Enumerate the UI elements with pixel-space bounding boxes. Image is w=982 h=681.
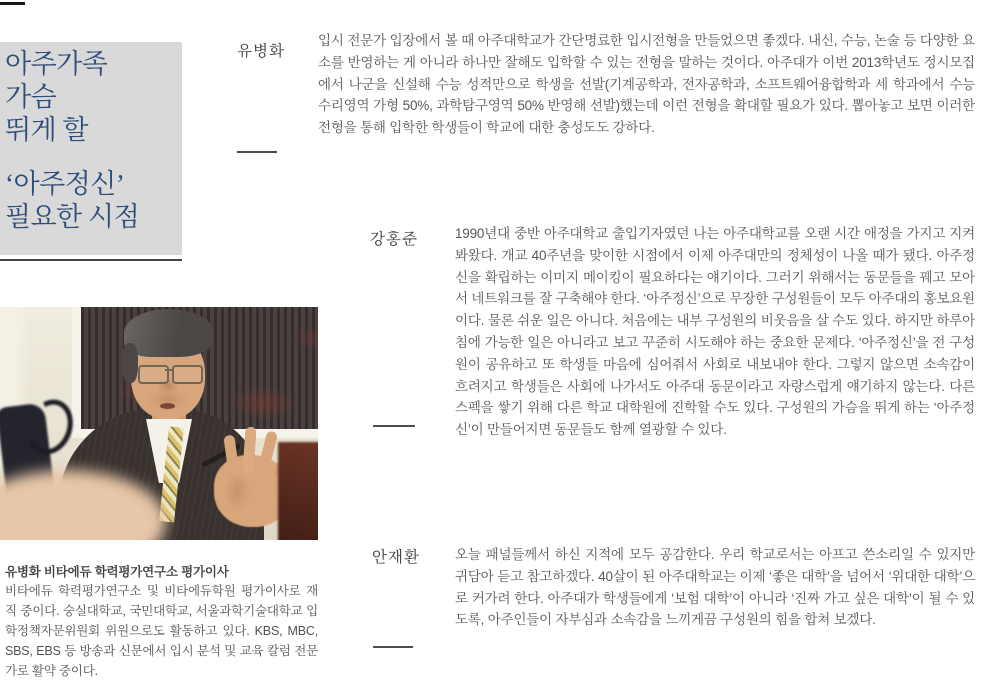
speaker-name: 안재환 [372, 549, 420, 566]
headline-line: 필요한 시점 [5, 202, 140, 232]
photo-glasses-left-lens [138, 365, 169, 384]
photo-man-mouth [160, 403, 175, 409]
headline-line: 아주가족 [5, 49, 108, 79]
photo-caption-body: 비타에듀 학력평가연구소 및 비타에듀학원 평가이사로 재직 중이다. 숭실대학교, 국민대학교, 서울과학기술대학교 입학정책자문위원회 위원으로도 활동하고 있다. KBS, MBC, SBS, EBS 등 방송과 신문에서 입시 분석 및 교육 칼럼 전문가로 활약 중이다. [5, 584, 318, 678]
photo-man-hair-side [122, 343, 138, 383]
interview-answer: 오늘 패널들께서 하신 지적에 모두 공감한다. 우리 학교로서는 아프고 쓴소리일 수 있지만 귀담아 듣고 참고하겠다. 40살이 된 아주대학교는 이제 ‘좋은 대학’을 넘어서 ‘위대한 대학’으로 커가려 한다. 아주대가 학생들에게 ‘보험 대학’이 아니라 ‘진짜 가고 싶은 대학’이 될 수 있도록, 아주인들이 자부심과 소속감을 느끼게끔 구성원의 힘을 합쳐 보겠다. [455, 547, 975, 628]
section-dash [373, 646, 413, 648]
speaker-name: 강홍준 [370, 231, 418, 248]
headline-line: 뛰게 할 [5, 115, 88, 145]
photo-wood-corner [278, 442, 318, 540]
photo-glasses-right-lens [172, 365, 203, 384]
section-dash [237, 151, 277, 153]
headline-line: 가슴 [5, 82, 57, 112]
interview-answer: 1990년대 중반 아주대학교 출입기자였던 나는 아주대학교를 오랜 시간 애정을 가지고 지켜봐왔다. 개교 40주년을 맞이한 시점에서 이제 아주대만의 정체성이 나올 때가 됐다. 아주정신을 확립하는 이미지 메이킹이 필요하다는 얘기이다. 그러기 위해서는 동문들을 꿰고 모아서 네트워크를 잘 구축해야 한다. ‘아주정신’으로 무장한 구성원들이 모두 아주대의 홍보요원이다. 물론 쉬운 일은 아니다. 처음에는 내부 구성원의 비웃음을 살 수도 있다. 하지만 하루아침에 가능한 일은 아니라고 보고 꾸준히 시도해야 하는 중요한 문제다. ‘아주정신’을 전 구성원이 공유하고 또 학생들 마음에 심어줘서 사회로 내보내야 한다. 그렇지 않으면 소속감이 흐려지고 학생들은 사회에 나가서도 아주대 동문이라고 자랑스럽게 얘기하지 않는다. 다른 스펙을 쌓기 위해 다른 학교 대학원에 진학할 수도 있다. 구성원의 가슴을 뛰게 하는 ‘아주정신’이 만들어지면 동문들도 함께 열광할 수 있다. [455, 226, 975, 438]
photo-glasses-bridge [165, 369, 173, 371]
interview-answer: 입시 전문가 입장에서 볼 때 아주대학교가 간단명료한 입시전형을 만들었으면 좋겠다. 내신, 수능, 논술 등 다양한 요소를 반영하는 게 아니라 하나만 잘해도 입학할 수 있는 전형을 말하는 것이다. 아주대가 이번 2013학년도 정시모집에서 나군을 신설해 수능 성적만으로 학생을 선발(기계공학과, 전자공학과, 소프트웨어융합학과 세 학과에서 수능 수리영역 가형 50%, 과학탐구영역 50% 반영해 선발)했는데 이런 전형을 확대할 필요가 있다. 뽑아놓고 보면 이러한 전형을 통해 입학한 학생들이 학교에 대한 충성도도 강하다. [318, 33, 975, 136]
headline-line: ‘아주정신’ [5, 169, 125, 199]
photo-caption-title: 유병화 비타에듀 학력평가연구소 평가이사 [5, 565, 229, 579]
speaker-name: 유병화 [237, 43, 285, 60]
page-corner-mark [0, 2, 25, 5]
photo-man-hair [124, 309, 214, 357]
interviewee-photo [0, 307, 318, 540]
section-dash [373, 425, 415, 427]
headline-rule [0, 259, 182, 261]
headline-box [0, 42, 182, 255]
